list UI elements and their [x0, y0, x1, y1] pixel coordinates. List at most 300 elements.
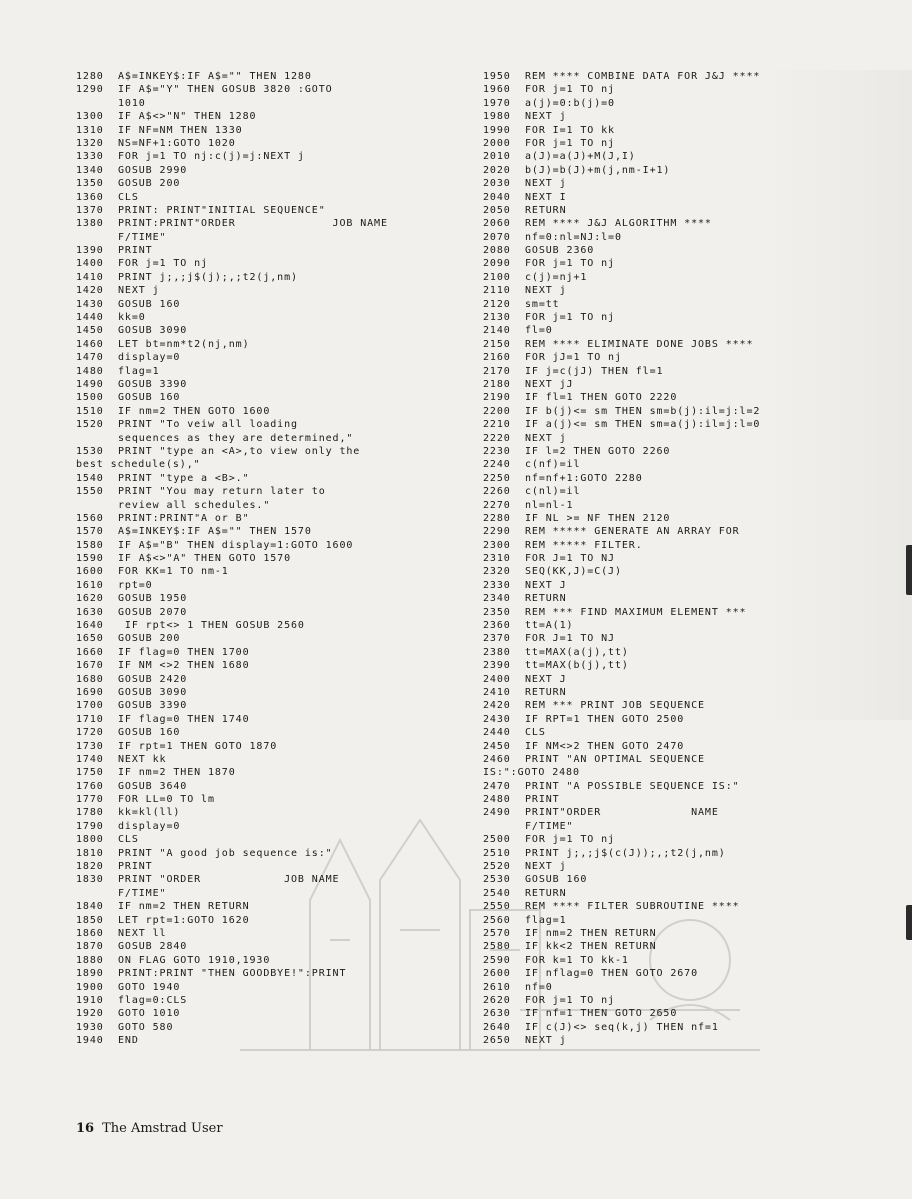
right-code-column — [483, 70, 813, 1048]
line-code: GOSUB 200 — [118, 633, 181, 645]
line-number: 1860 — [76, 928, 104, 939]
line-number: 2500 — [483, 834, 511, 846]
code-line — [483, 338, 813, 351]
code-line — [76, 539, 476, 552]
line-number: 1800 — [76, 834, 104, 846]
line-number: 1420 — [76, 285, 104, 297]
code-line — [483, 806, 813, 819]
line-number: 1480 — [76, 365, 104, 377]
line-code: NEXT j — [525, 861, 567, 873]
line-number: 1870 — [76, 941, 104, 953]
code-continuation: sequences as they are determined," — [118, 432, 354, 444]
code-line — [76, 257, 476, 270]
code-line — [483, 418, 813, 431]
line-number: 1350 — [76, 178, 104, 190]
code-line — [483, 217, 813, 230]
line-code: NEXT jJ — [525, 378, 574, 390]
line-number: 1700 — [76, 700, 104, 712]
line-number: 1590 — [76, 553, 104, 565]
line-code: NEXT I — [525, 191, 567, 203]
line-code: GOSUB 160 — [118, 298, 181, 310]
line-number: 2040 — [483, 191, 511, 203]
code-line — [76, 806, 476, 819]
code-line — [483, 83, 813, 96]
line-number: 2640 — [483, 1021, 511, 1033]
line-number: 1730 — [76, 740, 104, 752]
line-code: PRINT — [525, 794, 560, 806]
line-number: 1680 — [76, 673, 104, 685]
line-number: 1380 — [76, 218, 104, 230]
code-continuation: best schedule(s)," — [76, 459, 201, 471]
line-code: b(J)=b(J)+m(j,nm-I+1) — [525, 164, 671, 176]
line-code: IF NF=NM THEN 1330 — [118, 124, 243, 136]
line-number: 1810 — [76, 847, 104, 859]
line-number: 2110 — [483, 285, 511, 297]
code-line — [483, 191, 813, 204]
line-number: 2560 — [483, 914, 511, 926]
line-number: 1750 — [76, 767, 104, 779]
code-line — [483, 405, 813, 418]
code-line — [76, 686, 476, 699]
line-number: 2520 — [483, 861, 511, 873]
line-number: 2290 — [483, 526, 511, 538]
code-line — [483, 967, 813, 980]
code-line — [76, 124, 476, 137]
code-line — [483, 298, 813, 311]
line-code: FOR j=1 TO nj — [525, 137, 615, 149]
line-code: IF flag=0 THEN 1740 — [118, 713, 250, 725]
line-number: 1400 — [76, 258, 104, 270]
line-code: FOR J=1 TO NJ — [525, 553, 615, 565]
line-code: NEXT J — [525, 673, 567, 685]
line-number: 1690 — [76, 686, 104, 698]
line-code: c(j)=nj+1 — [525, 271, 588, 283]
line-number: 2070 — [483, 231, 511, 243]
code-line — [483, 485, 813, 498]
line-number: 1290 — [76, 84, 104, 96]
line-number: 1840 — [76, 901, 104, 913]
code-line — [76, 284, 476, 297]
line-code: REM ***** GENERATE AN ARRAY FOR — [525, 526, 740, 538]
code-line — [76, 204, 476, 217]
line-number: 1440 — [76, 312, 104, 324]
line-code: IF nm=2 THEN 1870 — [118, 767, 236, 779]
line-code: FOR J=1 TO NJ — [525, 633, 615, 645]
line-number: 1450 — [76, 325, 104, 337]
code-line — [483, 1007, 813, 1020]
line-code: PRINT j;,;j$(j);,;t2(j,nm) — [118, 271, 298, 283]
line-number: 2060 — [483, 218, 511, 230]
code-line — [76, 110, 476, 123]
line-code: GOSUB 2070 — [118, 606, 188, 618]
line-code: REM **** COMBINE DATA FOR J&J **** — [525, 71, 761, 82]
code-line — [76, 244, 476, 257]
line-code: PRINT "A good job sequence is:" — [118, 847, 333, 859]
code-line — [483, 592, 813, 605]
line-code: NEXT ll — [118, 928, 167, 939]
line-number: 1990 — [483, 124, 511, 136]
line-number: 1530 — [76, 445, 104, 457]
line-code: CLS — [118, 191, 139, 203]
line-code: flag=1 — [525, 914, 567, 926]
line-code: SEQ(KK,J)=C(J) — [525, 566, 622, 578]
code-line — [483, 887, 813, 900]
line-code: REM *** PRINT JOB SEQUENCE — [525, 700, 705, 712]
code-line — [76, 619, 476, 632]
line-code: nf=0:nl=NJ:l=0 — [525, 231, 622, 243]
line-code: GOSUB 160 — [118, 727, 181, 739]
line-code: IF RPT=1 THEN GOTO 2500 — [525, 713, 685, 725]
line-number: 1920 — [76, 1008, 104, 1020]
line-code: a(j)=0:b(j)=0 — [525, 97, 615, 109]
line-code: nf=nf+1:GOTO 2280 — [525, 472, 643, 484]
line-code: REM **** ELIMINATE DONE JOBS **** — [525, 338, 754, 350]
code-line — [76, 338, 476, 351]
code-line — [483, 1034, 813, 1047]
code-line — [76, 860, 476, 873]
code-line — [76, 1034, 476, 1047]
code-line — [483, 284, 813, 297]
line-number: 1790 — [76, 820, 104, 832]
line-code: FOR j=1 TO nj — [118, 258, 208, 270]
line-number: 1850 — [76, 914, 104, 926]
code-line — [483, 324, 813, 337]
line-number: 2400 — [483, 673, 511, 685]
line-number: 1280 — [76, 71, 104, 82]
code-line — [76, 418, 476, 431]
line-code: rpt=0 — [118, 579, 153, 591]
code-line — [483, 793, 813, 806]
line-number: 2180 — [483, 378, 511, 390]
code-line — [76, 967, 476, 980]
code-line — [76, 191, 476, 204]
code-line — [76, 740, 476, 753]
code-line — [76, 820, 476, 833]
line-code: GOSUB 160 — [525, 874, 588, 886]
code-line — [483, 311, 813, 324]
line-code: NS=NF+1:GOTO 1020 — [118, 137, 236, 149]
line-code: NEXT j — [525, 1035, 567, 1047]
code-line — [76, 150, 476, 163]
line-code: tt=MAX(b(j),tt) — [525, 660, 629, 672]
line-code: c(nl)=il — [525, 486, 581, 498]
line-code: FOR k=1 TO kk-1 — [525, 954, 629, 966]
line-number: 1310 — [76, 124, 104, 136]
line-code: NEXT j — [118, 285, 160, 297]
code-continuation: F/TIME" — [525, 820, 574, 832]
line-number: 2020 — [483, 164, 511, 176]
line-code: GOTO 1940 — [118, 981, 181, 993]
line-number: 2580 — [483, 941, 511, 953]
line-code: IF c(J)<> seq(k,j) THEN nf=1 — [525, 1021, 719, 1033]
line-code: A$=INKEY$:IF A$="" THEN 1570 — [118, 526, 312, 538]
line-number: 1560 — [76, 512, 104, 524]
line-code: GOSUB 2840 — [118, 941, 188, 953]
code-line — [483, 164, 813, 177]
page-footer — [76, 1121, 223, 1136]
line-code: PRINT — [118, 245, 153, 257]
code-line — [76, 365, 476, 378]
code-line — [483, 632, 813, 645]
line-code: CLS — [525, 727, 546, 739]
line-number: 1980 — [483, 111, 511, 123]
line-number: 1640 — [76, 620, 104, 632]
code-line — [76, 512, 476, 525]
code-line — [76, 994, 476, 1007]
line-code: PRINT:PRINT"A or B" — [118, 512, 250, 524]
line-number: 2370 — [483, 633, 511, 645]
line-number: 2160 — [483, 352, 511, 364]
code-line — [76, 780, 476, 793]
code-line — [76, 753, 476, 766]
code-line — [483, 472, 813, 485]
line-number: 2120 — [483, 298, 511, 310]
code-line — [76, 472, 476, 485]
line-code: IF b(j)<= sm THEN sm=b(j):il=j:l=2 — [525, 405, 761, 417]
line-number: 2470 — [483, 780, 511, 792]
edge-mark — [906, 545, 912, 595]
line-code: tt=MAX(a(j),tt) — [525, 646, 629, 658]
code-line — [483, 432, 813, 445]
line-code: NEXT j — [525, 432, 567, 444]
line-number: 2340 — [483, 593, 511, 605]
line-code: FOR j=1 TO nj — [525, 84, 615, 96]
code-line — [76, 217, 476, 230]
code-line — [483, 365, 813, 378]
line-number: 2330 — [483, 579, 511, 591]
line-number: 2130 — [483, 312, 511, 324]
line-code: FOR KK=1 TO nm-1 — [118, 566, 229, 578]
code-line — [76, 606, 476, 619]
code-line — [483, 686, 813, 699]
code-continuation: IS:":GOTO 2480 — [483, 767, 580, 779]
line-number: 1630 — [76, 606, 104, 618]
line-code: FOR j=1 TO nj:c(j)=j:NEXT j — [118, 151, 305, 163]
magazine-title: The Amstrad User — [102, 1121, 223, 1136]
line-code: flag=0:CLS — [118, 994, 188, 1006]
line-code: IF nf=1 THEN GOTO 2650 — [525, 1008, 678, 1020]
code-line — [483, 646, 813, 659]
code-line — [76, 177, 476, 190]
code-line — [483, 940, 813, 953]
line-code: IF nm=2 THEN RETURN — [118, 901, 250, 913]
code-line — [483, 740, 813, 753]
code-line — [483, 847, 813, 860]
line-number: 2550 — [483, 901, 511, 913]
line-code: flag=1 — [118, 365, 160, 377]
line-number: 1710 — [76, 713, 104, 725]
line-number: 1330 — [76, 151, 104, 163]
line-number: 2250 — [483, 472, 511, 484]
line-number: 1570 — [76, 526, 104, 538]
line-code: kk=kl(ll) — [118, 807, 181, 819]
line-number: 2140 — [483, 325, 511, 337]
line-code: FOR j=1 TO nj — [525, 312, 615, 324]
line-code: REM *** FIND MAXIMUM ELEMENT *** — [525, 606, 747, 618]
code-line — [483, 606, 813, 619]
line-code: FOR I=1 TO kk — [525, 124, 615, 136]
line-number: 1600 — [76, 566, 104, 578]
line-number: 1550 — [76, 486, 104, 498]
line-number: 2260 — [483, 486, 511, 498]
line-number: 1430 — [76, 298, 104, 310]
line-number: 2430 — [483, 713, 511, 725]
code-line — [76, 940, 476, 953]
line-number: 1470 — [76, 352, 104, 364]
line-number: 2000 — [483, 137, 511, 149]
line-number: 2630 — [483, 1008, 511, 1020]
code-line — [483, 726, 813, 739]
code-line — [76, 485, 476, 498]
code-line — [76, 659, 476, 672]
line-number: 1940 — [76, 1035, 104, 1047]
line-number: 2310 — [483, 553, 511, 565]
code-line — [483, 445, 813, 458]
code-line — [483, 257, 813, 270]
code-line — [483, 177, 813, 190]
code-line — [76, 833, 476, 846]
line-number: 2540 — [483, 887, 511, 899]
line-code: RETURN — [525, 686, 567, 698]
code-line — [483, 150, 813, 163]
line-code: display=0 — [118, 352, 181, 364]
line-number: 1540 — [76, 472, 104, 484]
line-number: 2320 — [483, 566, 511, 578]
line-code: PRINT "type an <A>,to view only the — [118, 445, 361, 457]
line-code: RETURN — [525, 887, 567, 899]
code-line — [76, 726, 476, 739]
code-line — [76, 954, 476, 967]
code-line — [76, 981, 476, 994]
code-line — [483, 244, 813, 257]
code-line — [76, 164, 476, 177]
line-number: 1950 — [483, 71, 511, 82]
line-code: PRINT "A POSSIBLE SEQUENCE IS:" — [525, 780, 740, 792]
code-line — [483, 124, 813, 137]
line-code: IF kk<2 THEN RETURN — [525, 941, 657, 953]
code-line — [483, 673, 813, 686]
line-code: PRINT: PRINT"INITIAL SEQUENCE" — [118, 204, 326, 216]
line-code: IF rpt=1 THEN GOTO 1870 — [118, 740, 278, 752]
line-number: 1780 — [76, 807, 104, 819]
code-line — [483, 70, 813, 83]
line-number: 1930 — [76, 1021, 104, 1033]
code-line — [483, 927, 813, 940]
code-line — [76, 927, 476, 940]
code-line — [76, 873, 476, 886]
line-code: display=0 — [118, 820, 181, 832]
line-number: 1970 — [483, 97, 511, 109]
line-number: 2150 — [483, 338, 511, 350]
code-line — [76, 1021, 476, 1034]
line-code: A$=INKEY$:IF A$="" THEN 1280 — [118, 71, 312, 82]
line-code: nf=0 — [525, 981, 553, 993]
line-code: IF A$<>"A" THEN GOTO 1570 — [118, 553, 292, 565]
line-code: sm=tt — [525, 298, 560, 310]
code-line — [76, 137, 476, 150]
left-code-column — [76, 70, 476, 1048]
line-number: 2080 — [483, 245, 511, 257]
line-code: kk=0 — [118, 312, 146, 324]
line-number: 2270 — [483, 499, 511, 511]
code-line — [76, 378, 476, 391]
line-number: 1910 — [76, 994, 104, 1006]
line-number: 2190 — [483, 392, 511, 404]
line-code: LET rpt=1:GOTO 1620 — [118, 914, 250, 926]
line-number: 1390 — [76, 245, 104, 257]
code-line — [483, 271, 813, 284]
line-code: GOSUB 3390 — [118, 700, 188, 712]
line-code: GOSUB 3090 — [118, 686, 188, 698]
line-code: IF A$<>"N" THEN 1280 — [118, 111, 257, 123]
line-number: 1740 — [76, 753, 104, 765]
line-code: IF nm=2 THEN GOTO 1600 — [118, 405, 271, 417]
code-line — [76, 847, 476, 860]
line-code: fl=0 — [525, 325, 553, 337]
line-number: 2350 — [483, 606, 511, 618]
line-code: END — [118, 1035, 139, 1047]
line-code: IF a(j)<= sm THEN sm=a(j):il=j:l=0 — [525, 419, 761, 431]
line-code: a(J)=a(J)+M(J,I) — [525, 151, 636, 163]
line-number: 1490 — [76, 378, 104, 390]
code-line — [483, 954, 813, 967]
line-number: 1510 — [76, 405, 104, 417]
line-number: 1770 — [76, 794, 104, 806]
code-continuation: review all schedules." — [118, 499, 271, 511]
line-number: 1370 — [76, 204, 104, 216]
line-code: RETURN — [525, 204, 567, 216]
line-code: FOR j=1 TO nj — [525, 834, 615, 846]
line-code: FOR jJ=1 TO nj — [525, 352, 622, 364]
line-code: CLS — [118, 834, 139, 846]
code-line — [483, 110, 813, 123]
line-code: c(nf)=il — [525, 459, 581, 471]
code-line — [76, 298, 476, 311]
line-code: ON FLAG GOTO 1910,1930 — [118, 954, 271, 966]
code-line — [483, 499, 813, 512]
line-code: IF NM<>2 THEN GOTO 2470 — [525, 740, 685, 752]
code-line — [483, 204, 813, 217]
code-line — [76, 713, 476, 726]
code-line — [76, 632, 476, 645]
line-code: IF NL >= NF THEN 2120 — [525, 512, 671, 524]
line-code: IF fl=1 THEN GOTO 2220 — [525, 392, 678, 404]
code-continuation: F/TIME" — [118, 231, 167, 243]
line-number: 2410 — [483, 686, 511, 698]
line-code: PRINT "type a <B>." — [118, 472, 250, 484]
line-number: 1820 — [76, 861, 104, 873]
code-line — [483, 539, 813, 552]
code-line — [483, 659, 813, 672]
line-number: 1610 — [76, 579, 104, 591]
code-line — [483, 699, 813, 712]
line-code: GOSUB 160 — [118, 392, 181, 404]
line-number: 2100 — [483, 271, 511, 283]
code-line — [76, 70, 476, 83]
code-line — [483, 378, 813, 391]
line-number: 1460 — [76, 338, 104, 350]
line-code: nl=nl-1 — [525, 499, 574, 511]
code-line — [483, 753, 813, 766]
line-number: 2610 — [483, 981, 511, 993]
line-number: 1760 — [76, 780, 104, 792]
code-continuation: F/TIME" — [118, 887, 167, 899]
line-number: 1900 — [76, 981, 104, 993]
code-line — [76, 579, 476, 592]
line-code: PRINT "You may return later to — [118, 486, 326, 498]
line-number: 2210 — [483, 419, 511, 431]
line-code: IF nm=2 THEN RETURN — [525, 928, 657, 939]
